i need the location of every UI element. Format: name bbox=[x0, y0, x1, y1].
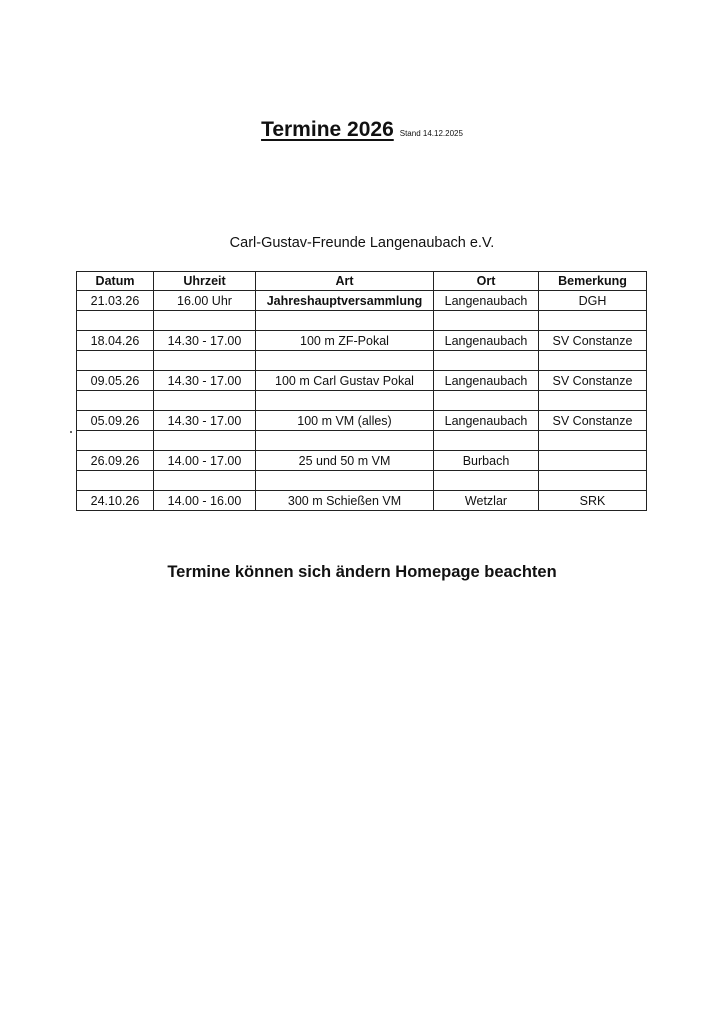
page-title: Termine 2026 bbox=[261, 118, 394, 141]
cell-datum: 18.04.26 bbox=[77, 331, 154, 351]
cell-uhrzeit: 14.00 - 17.00 bbox=[154, 451, 256, 471]
page-header bbox=[0, 118, 724, 142]
cell-ort: Langenaubach bbox=[434, 331, 539, 351]
cell-bemerkung bbox=[539, 451, 647, 471]
cell-bemerkung: SRK bbox=[539, 491, 647, 511]
schedule-table bbox=[76, 271, 647, 511]
cell-datum: 21.03.26 bbox=[77, 291, 154, 311]
cell-bemerkung: SV Constanze bbox=[539, 411, 647, 431]
column-header-bemerkung: Bemerkung bbox=[539, 272, 647, 291]
empty-row bbox=[77, 351, 647, 371]
column-header-datum: Datum bbox=[77, 272, 154, 291]
empty-row bbox=[77, 471, 647, 491]
cell-art: 100 m Carl Gustav Pokal bbox=[256, 371, 434, 391]
empty-row bbox=[77, 431, 647, 451]
cell-art: 100 m VM (alles) bbox=[256, 411, 434, 431]
table-header-row bbox=[77, 272, 647, 291]
column-header-art: Art bbox=[256, 272, 434, 291]
cell-ort: Langenaubach bbox=[434, 371, 539, 391]
stand-date: Stand 14.12.2025 bbox=[399, 129, 463, 138]
cell-uhrzeit: 16.00 Uhr bbox=[154, 291, 256, 311]
table-row bbox=[77, 491, 647, 511]
cell-datum: 26.09.26 bbox=[77, 451, 154, 471]
organization-name: Carl-Gustav-Freunde Langenaubach e.V. bbox=[229, 235, 495, 251]
cell-art: 25 und 50 m VM bbox=[256, 451, 434, 471]
scan-speck bbox=[70, 431, 72, 433]
cell-uhrzeit: 14.00 - 16.00 bbox=[154, 491, 256, 511]
cell-bemerkung: SV Constanze bbox=[539, 331, 647, 351]
cell-datum: 05.09.26 bbox=[77, 411, 154, 431]
column-header-ort: Ort bbox=[434, 272, 539, 291]
cell-ort: Langenaubach bbox=[434, 411, 539, 431]
cell-datum: 24.10.26 bbox=[77, 491, 154, 511]
cell-bemerkung: SV Constanze bbox=[539, 371, 647, 391]
cell-datum: 09.05.26 bbox=[77, 371, 154, 391]
empty-row bbox=[77, 391, 647, 411]
table-row bbox=[77, 291, 647, 311]
notice-text: Termine können sich ändern Homepage beachten bbox=[167, 563, 557, 581]
table-row bbox=[77, 331, 647, 351]
table-row bbox=[77, 371, 647, 391]
cell-ort: Langenaubach bbox=[434, 291, 539, 311]
cell-bemerkung: DGH bbox=[539, 291, 647, 311]
table-row bbox=[77, 451, 647, 471]
cell-ort: Burbach bbox=[434, 451, 539, 471]
cell-art: Jahreshauptversammlung bbox=[256, 291, 434, 311]
cell-uhrzeit: 14.30 - 17.00 bbox=[154, 331, 256, 351]
cell-uhrzeit: 14.30 - 17.00 bbox=[154, 371, 256, 391]
cell-ort: Wetzlar bbox=[434, 491, 539, 511]
cell-art: 300 m Schießen VM bbox=[256, 491, 434, 511]
table-row bbox=[77, 411, 647, 431]
empty-row bbox=[77, 311, 647, 331]
cell-art: 100 m ZF-Pokal bbox=[256, 331, 434, 351]
cell-uhrzeit: 14.30 - 17.00 bbox=[154, 411, 256, 431]
column-header-uhrzeit: Uhrzeit bbox=[154, 272, 256, 291]
